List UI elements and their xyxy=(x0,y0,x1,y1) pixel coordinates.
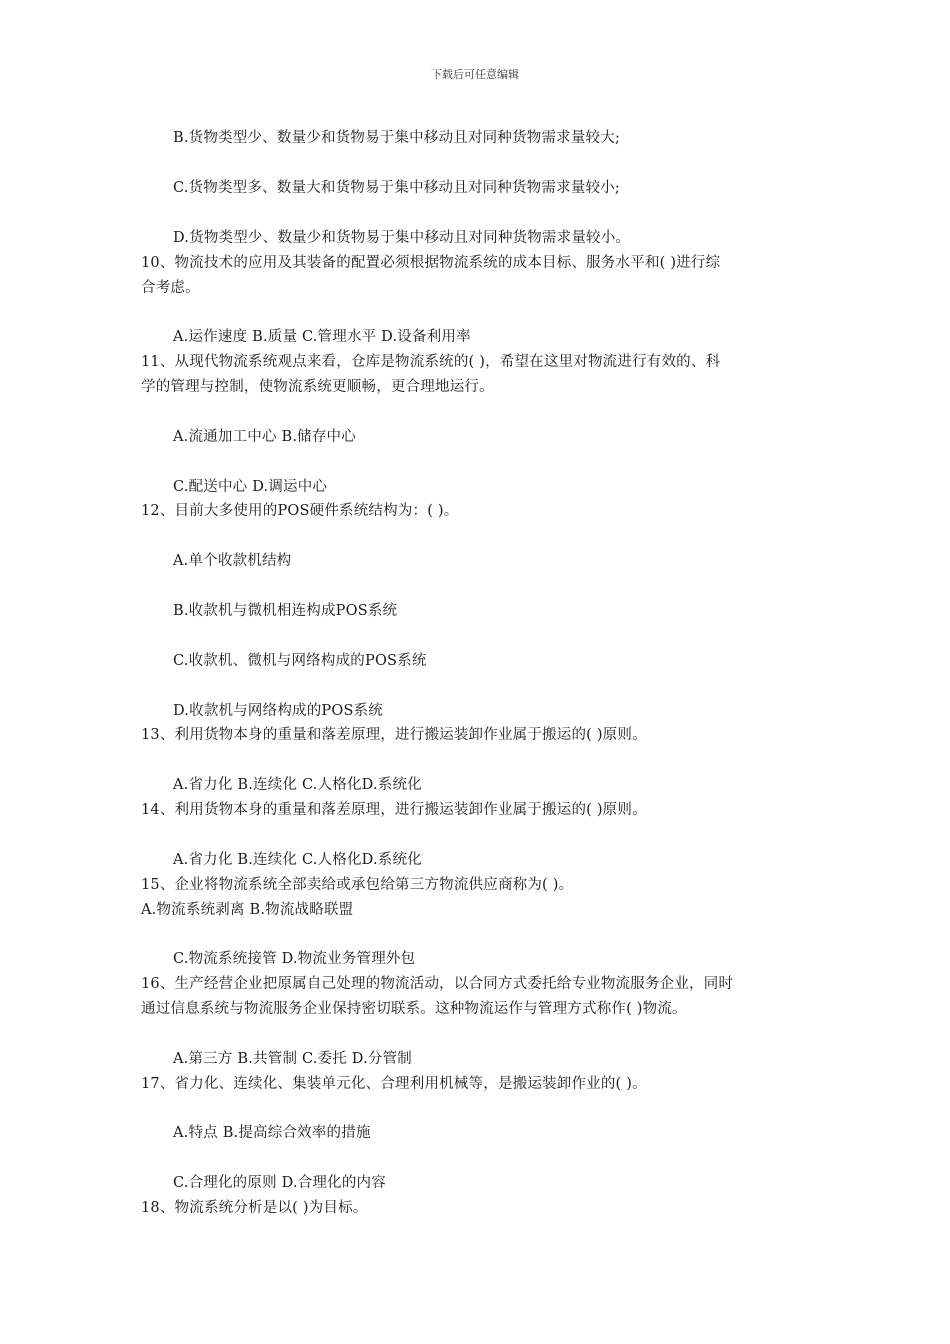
option-b-q12: B.收款机与微机相连构成POS系统 xyxy=(173,603,398,619)
option-b-q9: B.货物类型少、数量少和货物易于集中移动且对同种货物需求量较大; xyxy=(173,130,621,146)
question-18: 18、物流系统分析是以( )为目标。 xyxy=(141,1200,368,1216)
options-q16: A.第三方 B.共管制 C.委托 D.分管制 xyxy=(173,1051,412,1067)
option-c-q12: C.收款机、微机与网络构成的POS系统 xyxy=(173,653,427,669)
question-15: 15、企业将物流系统全部卖给或承包给第三方物流供应商称为( )。 xyxy=(141,877,574,893)
options-cd-q15: C.物流系统接管 D.物流业务管理外包 xyxy=(173,951,416,967)
page-header: 下载后可任意编辑 xyxy=(431,68,519,81)
question-11-cont: 学的管理与控制，使物流系统更顺畅，更合理地运行。 xyxy=(141,379,494,395)
option-c-q9: C.货物类型多、数量大和货物易于集中移动且对同种货物需求量较小; xyxy=(173,180,620,196)
options-cd-q11: C.配送中心 D.调运中心 xyxy=(173,479,328,495)
question-13: 13、利用货物本身的重量和落差原理，进行搬运装卸作业属于搬运的( )原则。 xyxy=(141,727,647,743)
options-q14: A.省力化 B.连续化 C.人格化D.系统化 xyxy=(173,852,422,868)
options-ab-q15: A.物流系统剥离 B.物流战略联盟 xyxy=(141,902,354,918)
question-10-cont: 合考虑。 xyxy=(141,280,200,296)
question-12: 12、目前大多使用的POS硬件系统结构为：( )。 xyxy=(141,503,459,519)
options-q10: A.运作速度 B.质量 C.管理水平 D.设备利用率 xyxy=(173,329,471,345)
option-d-q9: D.货物类型少、数量少和货物易于集中移动且对同种货物需求量较小。 xyxy=(173,230,631,246)
option-d-q12: D.收款机与网络构成的POS系统 xyxy=(173,703,383,719)
options-cd-q17: C.合理化的原则 D.合理化的内容 xyxy=(173,1175,386,1191)
options-ab-q11: A.流通加工中心 B.储存中心 xyxy=(173,429,356,445)
question-17: 17、省力化、连续化、集装单元化、合理利用机械等，是搬运装卸作业的( )。 xyxy=(141,1076,647,1092)
question-14: 14、利用货物本身的重量和落差原理，进行搬运装卸作业属于搬运的( )原则。 xyxy=(141,802,647,818)
options-q13: A.省力化 B.连续化 C.人格化D.系统化 xyxy=(173,777,422,793)
options-ab-q17: A.特点 B.提高综合效率的措施 xyxy=(173,1125,371,1141)
question-10: 10、物流技术的应用及其装备的配置必须根据物流系统的成本目标、服务水平和( )进行综 xyxy=(141,255,721,271)
question-16-cont: 通过信息系统与物流服务企业保持密切联系。这种物流运作与管理方式称作( )物流。 xyxy=(141,1001,687,1017)
question-11: 11、从现代物流系统观点来看，仓库是物流系统的( )，希望在这里对物流进行有效的、科 xyxy=(141,354,721,370)
option-a-q12: A.单个收款机结构 xyxy=(173,553,292,569)
question-16: 16、生产经营企业把原属自己处理的物流活动，以合同方式委托给专业物流服务企业，同时 xyxy=(141,976,734,992)
